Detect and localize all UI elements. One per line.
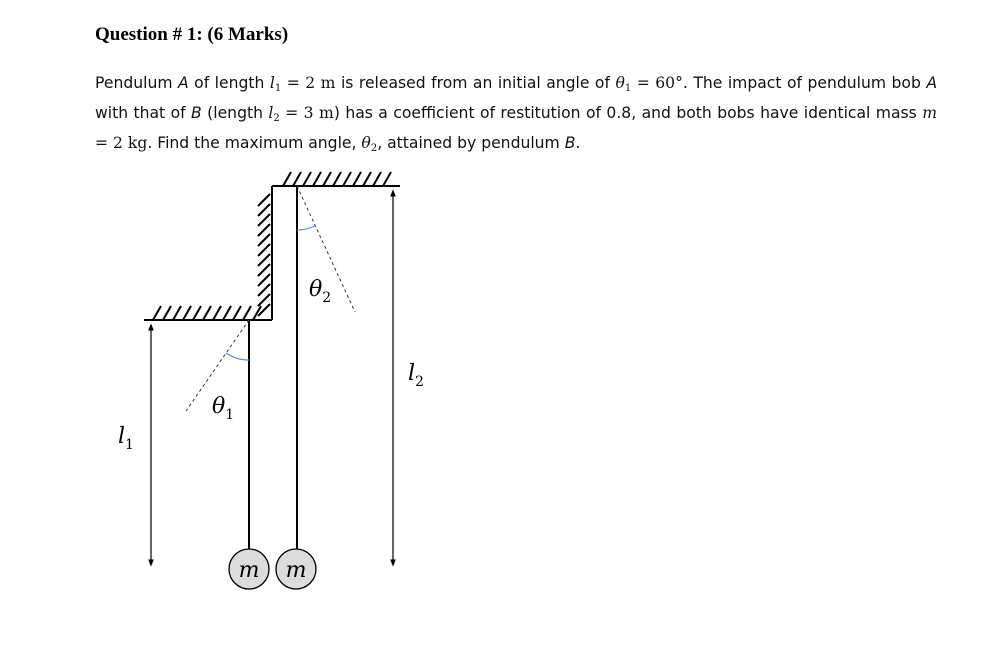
hatch-mark — [353, 172, 361, 186]
mass-symbol: m — [922, 104, 938, 122]
hatch-mark — [258, 224, 270, 236]
theta1-arc — [226, 353, 249, 360]
theta-symbol: θ — [615, 74, 625, 92]
hatch-mark — [183, 306, 191, 320]
hatch-mark — [363, 172, 371, 186]
hatch-mark — [213, 306, 221, 320]
hatch-mark — [293, 172, 301, 186]
hatch-mark — [283, 172, 291, 186]
hatch-mark — [333, 172, 341, 186]
hatch-mark — [258, 254, 270, 266]
subscript: 1 — [274, 83, 282, 94]
bob-b-mass-label: m — [285, 558, 307, 583]
problem-text: with that of — [95, 104, 192, 122]
hatch-mark — [373, 172, 381, 186]
theta1-label: $\theta_1$ — [212, 394, 235, 423]
hatch-mark — [313, 172, 321, 186]
theta2-label: $\theta_2$ — [309, 277, 332, 306]
hatch-mark — [323, 172, 331, 186]
bob-a-label: A — [178, 74, 189, 92]
subscript: 1 — [624, 83, 632, 94]
theta2-arc — [297, 226, 315, 230]
hatch-mark — [383, 172, 391, 186]
hatch-mark — [258, 204, 270, 216]
hatch-mark — [233, 306, 241, 320]
problem-text: is released from an initial angle of — [335, 74, 616, 92]
bob-a-label: A — [926, 74, 938, 92]
length-value-b: = 3 m — [279, 104, 334, 122]
bob-b-label: B — [564, 134, 576, 152]
l2-label: $l_2$ — [408, 361, 424, 390]
theta-symbol: θ — [361, 134, 371, 152]
hatch-mark — [258, 294, 270, 306]
bob-b-label: B — [191, 104, 202, 122]
subscript: 2 — [273, 113, 280, 124]
hatch-mark — [243, 306, 251, 320]
hatch-mark — [258, 264, 270, 276]
hatch-mark — [203, 306, 211, 320]
question-title: Question # 1: (6 Marks) — [95, 24, 289, 45]
mass-value: = 2 kg — [95, 134, 148, 152]
hatch-mark — [258, 244, 270, 256]
problem-text: , attained by pendulum — [377, 134, 565, 152]
bob-a-mass-label: m — [238, 558, 260, 583]
problem-text: ) has a coefficient of restitution of 0.8, and both bobs have identical mass — [333, 104, 923, 122]
length-symbol: l — [269, 74, 275, 92]
problem-text: (length — [201, 104, 269, 122]
length-symbol: l — [268, 104, 274, 122]
problem-text: . — [575, 134, 581, 152]
hatch-mark — [343, 172, 351, 186]
hatch-mark — [153, 306, 161, 320]
hatch-mark — [258, 234, 270, 246]
hatch-mark — [223, 306, 231, 320]
hatch-mark — [173, 306, 181, 320]
hatch-mark — [258, 274, 270, 286]
initial-angle-value: = 60° — [631, 74, 683, 92]
hatch-mark — [163, 306, 171, 320]
problem-text: of length — [188, 74, 270, 92]
subscript: 2 — [370, 143, 378, 154]
wall-hatching — [258, 194, 270, 316]
lower-ceiling-hatching — [153, 306, 261, 320]
hatch-mark — [258, 194, 270, 206]
hatch-mark — [303, 172, 311, 186]
support-structure — [144, 186, 400, 320]
l1-label: $l_1$ — [118, 424, 134, 453]
problem-text: Pendulum — [95, 74, 178, 92]
hatch-mark — [258, 214, 270, 226]
problem-text: . The impact of pendulum bob — [682, 74, 927, 92]
hatch-mark — [193, 306, 201, 320]
length-value-a: = 2 m — [281, 74, 336, 92]
upper-ceiling-hatching — [283, 172, 391, 186]
hatch-mark — [258, 284, 270, 296]
problem-text: . Find the maximum angle, — [147, 134, 362, 152]
